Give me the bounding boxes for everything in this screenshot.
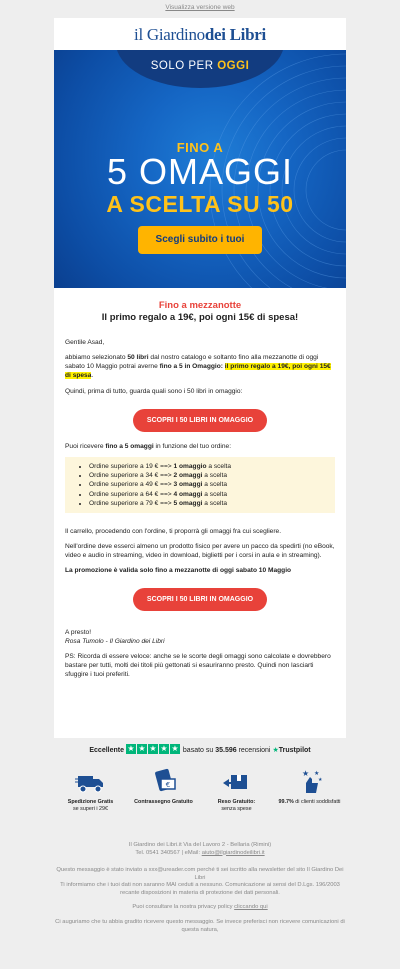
star-icon: ★ bbox=[149, 744, 157, 753]
gift-tiers-box bbox=[65, 457, 335, 513]
feature-title: Spedizione Gratis bbox=[67, 799, 114, 805]
gifts-text-1: Puoi ricevere bbox=[65, 443, 106, 450]
hero-oggi-text: OGGI bbox=[217, 60, 250, 72]
trustpilot-bar[interactable] bbox=[54, 742, 346, 758]
paragraph-gifts bbox=[65, 442, 335, 451]
trustpilot-stars bbox=[126, 742, 181, 758]
tier-bold: 2 omaggi bbox=[173, 472, 203, 480]
star-icon: ★ bbox=[127, 744, 135, 753]
intro-text-1: abbiamo selezionato bbox=[65, 354, 128, 361]
hero-solo-text: SOLO PER bbox=[150, 60, 218, 72]
feature-title: Reso Gratuito: bbox=[217, 799, 256, 805]
tier-bold: 3 omaggi bbox=[173, 481, 203, 489]
discover-books-button-2[interactable]: SCOPRI I 50 LIBRI IN OMAGGIO bbox=[133, 588, 267, 611]
svg-text:★: ★ bbox=[317, 777, 322, 783]
gift-tier-item bbox=[89, 490, 325, 499]
intro-end: . bbox=[91, 372, 94, 379]
headline-offer: Il primo regalo a 19€, poi ogni 15€ di spesa! bbox=[101, 312, 299, 323]
gift-tier-item bbox=[89, 462, 325, 471]
feature-sub: se superi i 29€ bbox=[72, 805, 109, 812]
footer-notice-2: Ti informiamo che i tuoi dati non saranno MAI ceduti a nessuno. Comunicazione ai sensi del D.Lgs. 196/2003 recante disposizioni in materia di protezione dei dati personali. bbox=[60, 882, 340, 896]
footer-contacts bbox=[54, 850, 346, 858]
footer-privacy bbox=[54, 904, 346, 912]
footer-notice-1: Questo messaggio è stato inviato a xxx@ureader.com perché ti sei iscritto alla newsletter del sito Il Giardino Dei Libri bbox=[56, 867, 344, 881]
footer-notice bbox=[54, 867, 346, 934]
hero-fino-a: FINO A bbox=[176, 140, 224, 155]
intro-text-2: dal nostro catalogo e soltanto fino alla mezzanotte di oggi sabato 10 Maggio potrai averne bbox=[65, 354, 319, 370]
tier-bold: 5 omaggi bbox=[173, 499, 203, 507]
footer-notice-3: Ci auguriamo che tu abbia gradito ricevere questo messaggio. Se invece preferisci non ricevere comunicazioni di questa natura, bbox=[55, 918, 345, 933]
hero-banner[interactable] bbox=[54, 50, 346, 288]
trustpilot-brand: Trustpilot bbox=[278, 746, 311, 754]
intro-highlight: il primo regalo a 19€, poi ogni 15€ di spesa bbox=[65, 363, 331, 379]
feature-free-shipping bbox=[54, 767, 127, 812]
tier-bold: 4 omaggi bbox=[173, 490, 203, 498]
trustpilot-based-on: basato su bbox=[182, 746, 216, 754]
logo-part-1: il Giardino bbox=[134, 25, 205, 44]
view-web-version-link[interactable]: Visualizza versione web bbox=[165, 4, 235, 11]
feature-title: 99.7% bbox=[278, 799, 294, 805]
trustpilot-rating-label: Eccellente bbox=[89, 746, 124, 754]
tier-bold: 1 omaggio bbox=[173, 463, 207, 470]
footer-privacy-text: Puoi consultare la nostra privacy policy bbox=[132, 904, 235, 911]
email-body bbox=[54, 288, 346, 738]
hero-cta-button[interactable]: Scegli subito i tuoi bbox=[138, 226, 262, 254]
gift-tier-item bbox=[89, 499, 325, 508]
paragraph-look: Quindi, prima di tutto, guarda quali sono i 50 libri in omaggio: bbox=[65, 388, 243, 395]
feature-satisfaction bbox=[273, 767, 346, 806]
discover-books-button-1[interactable]: SCOPRI I 50 LIBRI IN OMAGGIO bbox=[133, 409, 267, 432]
tier-text: Ordine superiore a 64 € ==> bbox=[89, 490, 174, 498]
hero-subheadline: A SCELTA SU 50 bbox=[106, 191, 294, 217]
headline-deadline: Fino a mezzanotte bbox=[158, 300, 242, 311]
svg-text:★: ★ bbox=[301, 769, 309, 778]
signature: Rosa Tumolo - Il Giardino dei Libri bbox=[65, 638, 165, 646]
logo-part-2: dei Libri bbox=[204, 25, 266, 44]
paragraph-intro bbox=[65, 353, 335, 380]
greeting: Gentile Asad, bbox=[65, 339, 105, 346]
truck-icon bbox=[54, 767, 127, 799]
footer-address bbox=[54, 842, 346, 857]
cash-on-delivery-icon bbox=[127, 767, 200, 799]
tier-text: Ordine superiore a 19 € ==> bbox=[89, 463, 174, 470]
email-header bbox=[54, 18, 346, 50]
tier-suffix: a scelta bbox=[202, 499, 228, 507]
svg-text:★: ★ bbox=[313, 770, 319, 777]
signoff: A presto! bbox=[65, 629, 92, 637]
hero-headline: 5 OMAGGI bbox=[106, 151, 294, 192]
footer-email-label: | eMail: bbox=[181, 849, 202, 856]
tier-suffix: a scelta bbox=[202, 472, 228, 480]
paragraph-physical: Nell'ordine deve esserci almeno un prodotto fisico per avere un pacco da spedirti (no eBook, video e audio in streaming, video in download, biglietti per i corsi in aula e in streaming). bbox=[65, 543, 335, 560]
feature-cod bbox=[127, 767, 200, 806]
hero-solo-per-oggi bbox=[54, 60, 346, 72]
gift-tier-item bbox=[89, 480, 325, 489]
trustpilot-reviews: recensioni bbox=[236, 746, 271, 754]
logo[interactable] bbox=[54, 18, 346, 52]
postscript: PS: Ricorda di essere veloce: anche se le scorte degli omaggi sono calcolate e dovrebbero bastare per tutti, molti dei titoli più gettonati si esauriranno presto. Quindi non lasciarti sfuggire i tuoi preferiti. bbox=[65, 653, 331, 679]
trustpilot-star-logo-icon: ★ bbox=[272, 746, 279, 754]
feature-sub: di clienti soddisfatti bbox=[295, 799, 341, 805]
tier-text: Ordine superiore a 79 € ==> bbox=[89, 499, 174, 507]
paragraph-cart: Il carrello, procedendo con l'ordine, ti proporrà gli omaggi fra cui scegliere. bbox=[65, 528, 282, 536]
svg-text:€: € bbox=[165, 781, 170, 789]
intro-bold-2: fino a 5 in Omaggio: bbox=[159, 363, 223, 370]
paragraph-validity: La promozione è valida solo fino a mezzanotte di oggi sabato 10 Maggio bbox=[65, 567, 292, 575]
feature-title: Contrassegno Gratuito bbox=[134, 799, 193, 805]
gifts-bold: fino a 5 omaggi bbox=[105, 443, 154, 450]
tier-suffix: a scelta bbox=[202, 481, 228, 489]
gifts-text-2: in funzione del tuo ordine: bbox=[153, 443, 232, 450]
star-icon: ★ bbox=[138, 744, 146, 753]
footer-tel: Tel. 0541 340567 bbox=[135, 849, 180, 856]
trustpilot-count: 35.596 bbox=[215, 746, 237, 754]
star-icon: ★ bbox=[160, 744, 168, 753]
tier-text: Ordine superiore a 34 € ==> bbox=[89, 472, 174, 480]
satisfaction-icon bbox=[273, 767, 346, 799]
privacy-link[interactable]: cliccando qui bbox=[234, 904, 268, 911]
tier-suffix: a scelta bbox=[202, 490, 228, 498]
star-icon: ★ bbox=[171, 744, 179, 753]
feature-free-return bbox=[200, 767, 273, 812]
feature-sub: senza spese bbox=[221, 805, 252, 812]
tier-suffix: a scelta bbox=[206, 463, 232, 470]
footer-company: Il Giardino dei Libri.it Via del Lavoro 2 - Bellaria (Rimini) bbox=[128, 842, 272, 848]
gift-tiers-list bbox=[75, 462, 325, 508]
return-box-icon bbox=[200, 767, 273, 799]
footer-email-link[interactable]: aiuto@ilgiardinodeilibri.it bbox=[201, 849, 265, 856]
tier-text: Ordine superiore a 49 € ==> bbox=[89, 481, 174, 489]
intro-bold-1: 50 libri bbox=[127, 354, 149, 361]
gift-tier-item bbox=[89, 471, 325, 480]
